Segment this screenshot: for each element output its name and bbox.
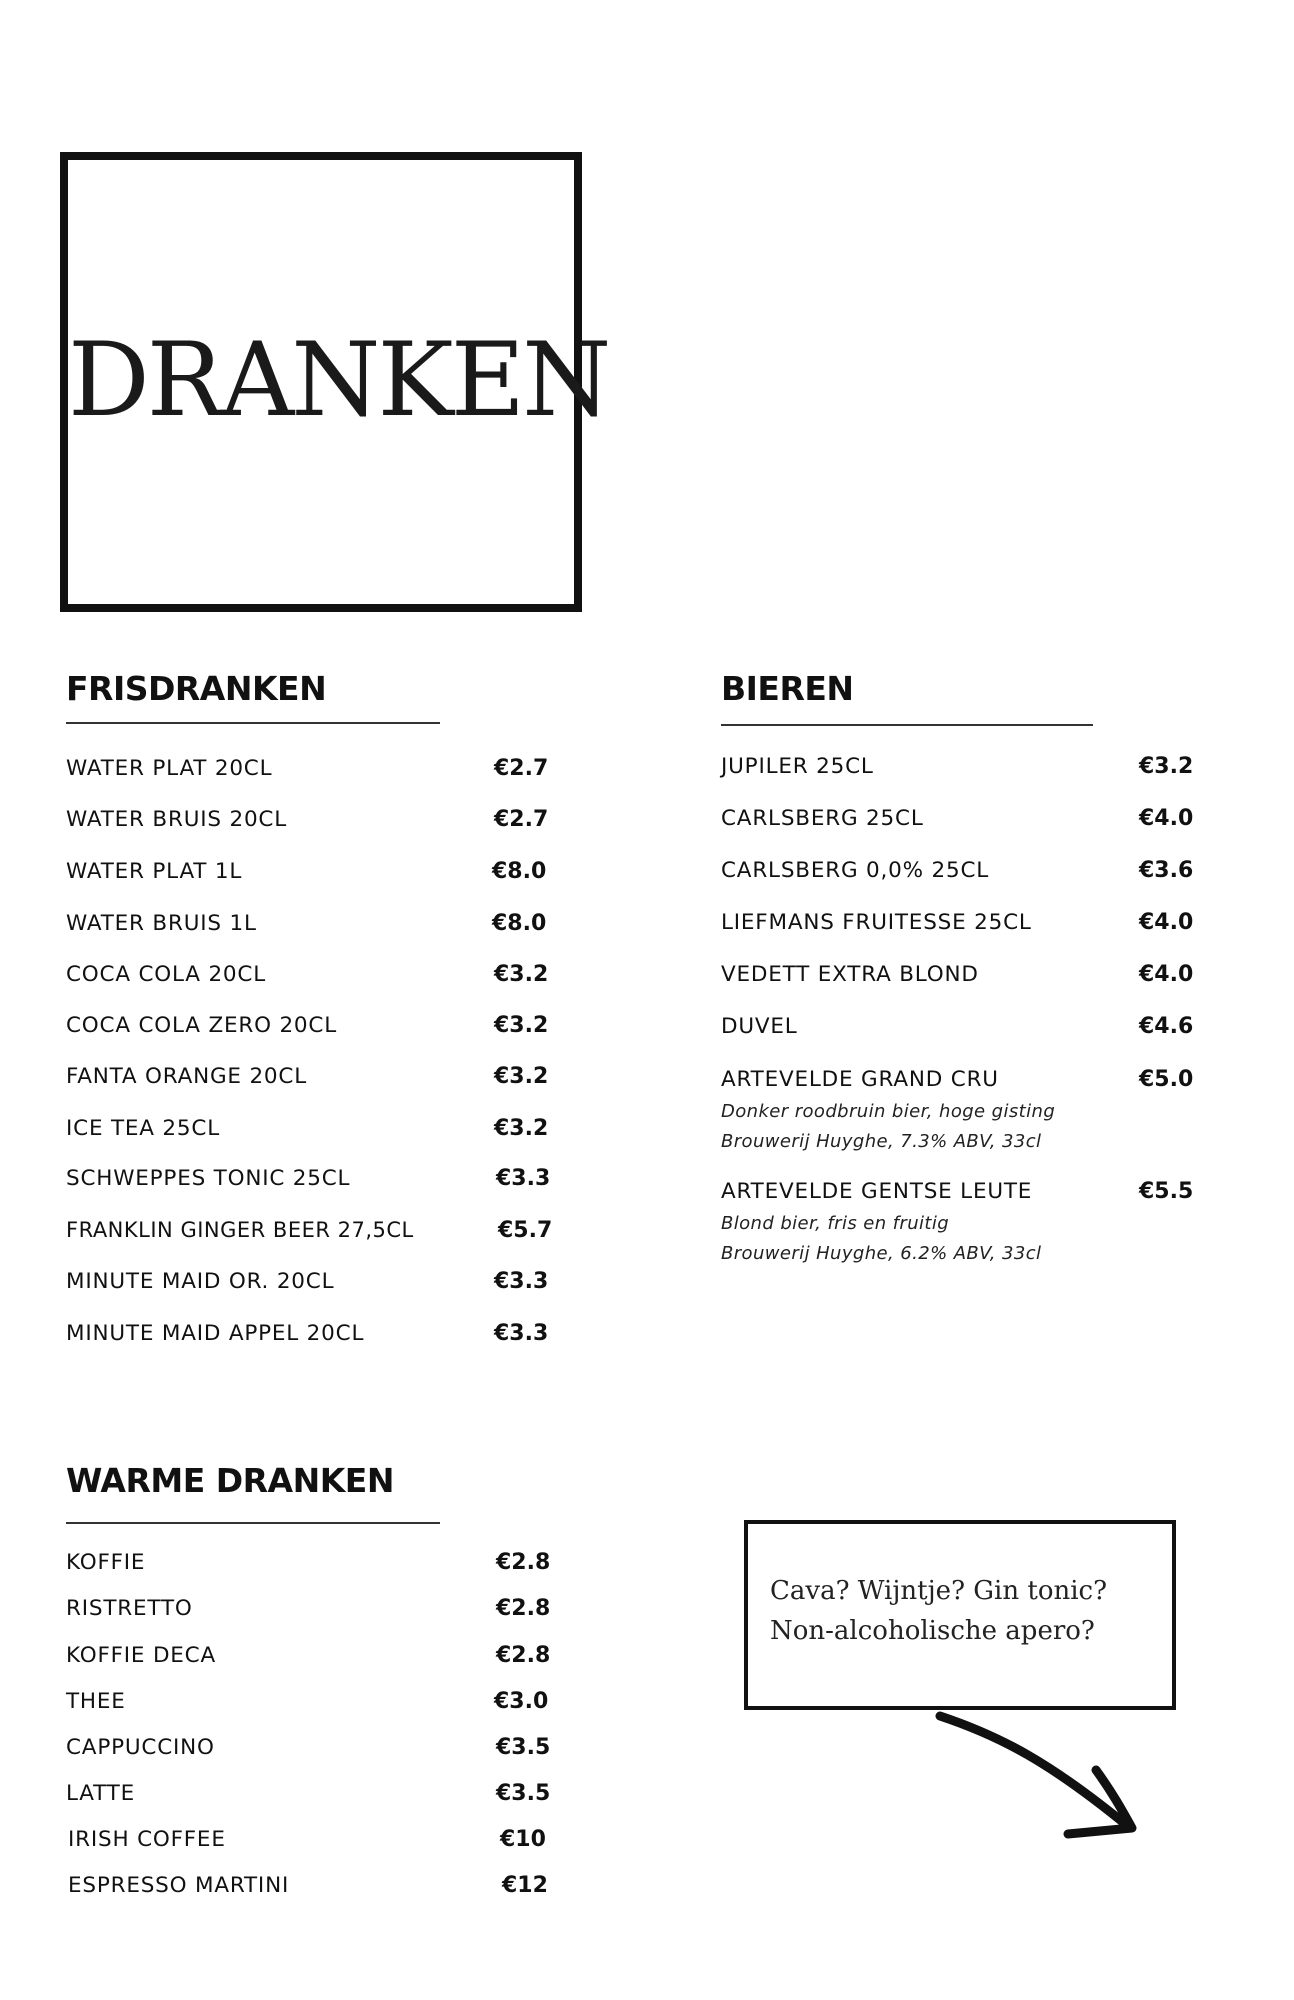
menu-item-price: €3.3 (496, 1166, 551, 1191)
menu-item-name: ICE TEA 25CL (66, 1116, 220, 1141)
menu-item-name: COCA COLA 20CL (66, 962, 266, 987)
menu-item-name: KOFFIE (66, 1550, 146, 1575)
menu-item-description: Brouwerij Huyghe, 7.3% ABV, 33cl (721, 1131, 1042, 1152)
divider (66, 722, 440, 724)
page-title: DRANKEN (68, 321, 609, 440)
menu-item-price: €5.5 (1139, 1179, 1194, 1204)
menu-item-price: €2.7 (494, 756, 549, 781)
menu-item-price: €3.2 (494, 1064, 549, 1089)
menu-item-name: ARTEVELDE GENTSE LEUTE (721, 1179, 1033, 1204)
menu-item-name: ARTEVELDE GRAND CRU (721, 1067, 999, 1092)
menu-item-price: €3.3 (494, 1269, 549, 1294)
menu-item-price: €8.0 (492, 859, 547, 884)
menu-item-name: MINUTE MAID APPEL 20CL (66, 1321, 365, 1346)
menu-item-price: €3.5 (496, 1735, 551, 1760)
note-line: Non-alcoholische apero? (770, 1616, 1095, 1646)
divider (721, 724, 1093, 726)
menu-item-price: €3.5 (496, 1781, 551, 1806)
section-warme-dranken (66, 1461, 566, 1904)
curved-arrow-icon (920, 1700, 1150, 1850)
section-bieren (721, 669, 1201, 1272)
menu-item-price: €4.6 (1139, 1014, 1194, 1039)
divider (66, 1522, 440, 1524)
menu-item-name: FANTA ORANGE 20CL (66, 1064, 307, 1089)
menu-item-price: €10 (500, 1827, 546, 1852)
note-line: Cava? Wijntje? Gin tonic? (770, 1576, 1108, 1606)
menu-item-price: €4.0 (1139, 962, 1194, 987)
menu-item-name: KOFFIE DECA (66, 1643, 216, 1668)
menu-item-description: Brouwerij Huyghe, 6.2% ABV, 33cl (721, 1243, 1042, 1264)
menu-item-name: CAPPUCCINO (66, 1735, 215, 1760)
menu-item-name: SCHWEPPES TONIC 25CL (66, 1166, 351, 1191)
section-heading: BIEREN (721, 669, 854, 708)
menu-item-name: IRISH COFFEE (68, 1827, 226, 1852)
menu-item-description: Blond bier, fris en fruitig (721, 1213, 950, 1234)
title-box (60, 152, 609, 612)
menu-item-name: LIEFMANS FRUITESSE 25CL (721, 910, 1032, 935)
section-heading: FRISDRANKEN (66, 669, 327, 708)
menu-item-price: €5.7 (498, 1218, 553, 1243)
menu-item-name: COCA COLA ZERO 20CL (66, 1013, 337, 1038)
menu-item-price: €5.0 (1139, 1067, 1194, 1092)
section-frisdranken (66, 669, 566, 1372)
menu-item-name: ESPRESSO MARTINI (68, 1873, 290, 1898)
menu-item-price: €4.0 (1139, 910, 1194, 935)
menu-item-price: €8.0 (492, 911, 547, 936)
menu-item-name: MINUTE MAID OR. 20CL (66, 1269, 335, 1294)
menu-item-price: €2.8 (496, 1596, 551, 1621)
menu-item-price: €2.8 (496, 1550, 551, 1575)
menu-item-name: DUVEL (721, 1014, 798, 1039)
menu-item-name: CARLSBERG 25CL (721, 806, 924, 831)
menu-item-price: €3.2 (494, 1116, 549, 1141)
menu-item-name: FRANKLIN GINGER BEER 27,5CL (66, 1218, 414, 1242)
menu-item-price: €2.7 (494, 807, 549, 832)
menu-item-name: THEE (66, 1689, 126, 1714)
menu-item-price: €2.8 (496, 1643, 551, 1668)
section-heading: WARME DRANKEN (66, 1461, 394, 1500)
menu-item-name: WATER PLAT 20CL (66, 756, 273, 781)
menu-item-price: €3.3 (494, 1321, 549, 1346)
menu-item-name: VEDETT EXTRA BLOND (721, 962, 979, 987)
menu-item-name: WATER BRUIS 20CL (66, 807, 288, 832)
menu-item-name: RISTRETTO (66, 1596, 193, 1621)
menu-item-description: Donker roodbruin bier, hoge gisting (721, 1101, 1056, 1122)
menu-item-price: €12 (502, 1873, 548, 1898)
menu-item-price: €4.0 (1139, 806, 1194, 831)
menu-item-price: €3.6 (1139, 858, 1194, 883)
menu-item-price: €3.2 (494, 962, 549, 987)
menu-item-price: €3.2 (494, 1013, 549, 1038)
menu-item-price: €3.0 (494, 1689, 549, 1714)
menu-item-name: LATTE (66, 1781, 135, 1806)
menu-item-price: €3.2 (1139, 754, 1194, 779)
menu-item-name: WATER PLAT 1L (66, 859, 243, 884)
menu-item-name: CARLSBERG 0,0% 25CL (721, 858, 990, 883)
menu-item-name: WATER BRUIS 1L (66, 911, 257, 936)
apero-note-box (744, 1520, 1176, 1710)
menu-item-name: JUPILER 25CL (721, 754, 874, 779)
